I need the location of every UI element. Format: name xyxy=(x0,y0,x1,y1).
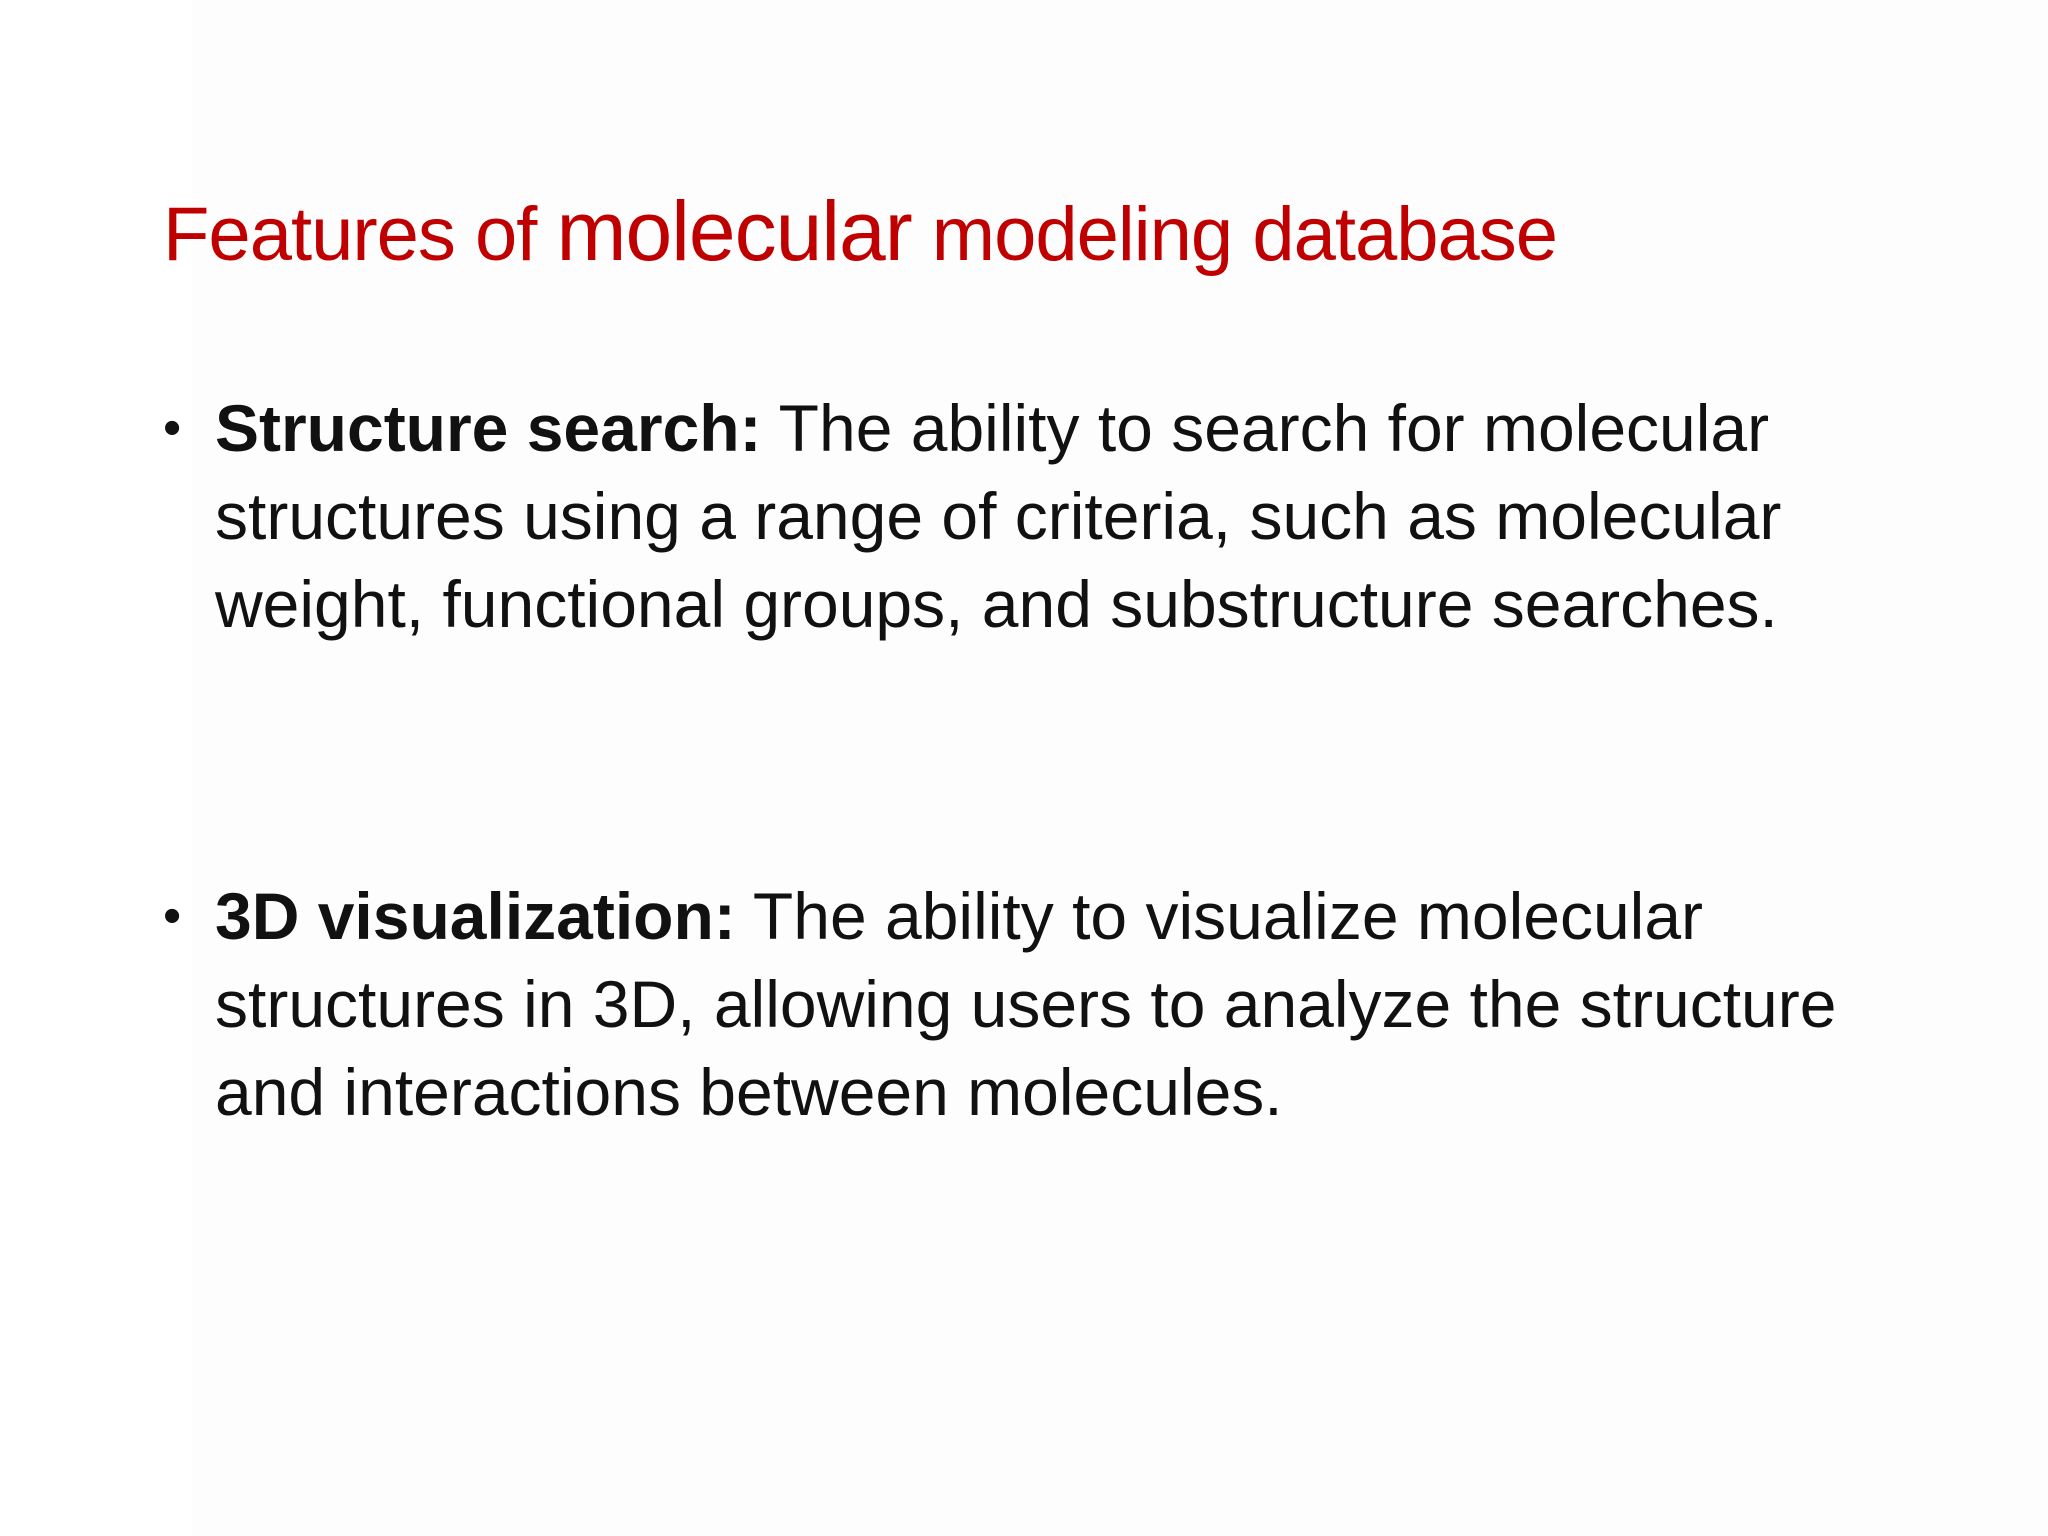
slide-title xyxy=(163,176,1963,290)
bullet-description: The ability to visualize molecular structures in 3D, allowing users to analyze the structure and interactions between molecules. xyxy=(215,879,1837,1129)
title-part-1: Features of xyxy=(163,192,557,277)
bullet-icon: • xyxy=(163,887,182,945)
bullet-list-structure-search xyxy=(163,384,1883,648)
bullet-term: Structure search: xyxy=(215,391,762,465)
bullet-list-3d-visualization xyxy=(163,872,1883,1136)
bullet-icon: • xyxy=(163,399,182,457)
title-emphasis: molecular xyxy=(556,184,912,278)
bullet-description: The ability to search for molecular structures using a range of criteria, such as molecular weight, functional groups, and substructure searches. xyxy=(215,391,1782,641)
bullet-item-structure-search xyxy=(163,384,1883,648)
bullet-term: 3D visualization: xyxy=(215,879,736,953)
title-part-2: modeling database xyxy=(911,192,1558,277)
bullet-item-3d-visualization xyxy=(163,872,1883,1136)
